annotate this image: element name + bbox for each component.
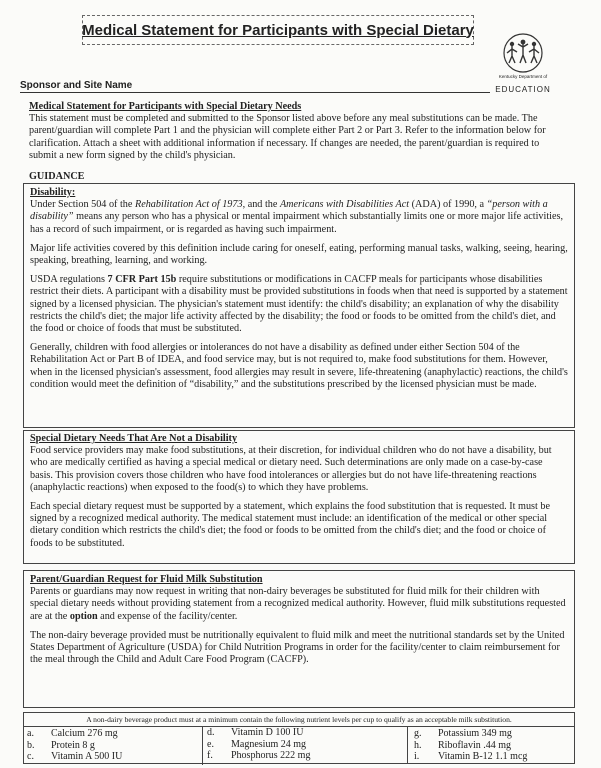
nutrient-item: i. Vitamin B-12 1.1 mcg (414, 751, 528, 762)
nutrient-item: d. Vitamin D 100 IU (207, 727, 304, 738)
nutrient-column-1 (27, 727, 203, 765)
logo-subtitle: Kentucky Department of (498, 74, 548, 79)
disability-section (30, 187, 568, 391)
nutrient-item: f. Phosphorus 222 mg (207, 750, 311, 761)
milk-p1: Parents or guardians may now request in writing that non-dairy beverages be substituted for fluid milk for their children with special dietary needs without providing statement from a recognized medical authority. However, fluid milk substitutions requested are at the option and expense of the facility/center. (30, 586, 566, 622)
kde-logo (493, 32, 553, 98)
intro-heading: Medical Statement for Participants with Special Dietary Needs (29, 101, 302, 112)
sponsor-label: Sponsor and Site Name (20, 80, 133, 91)
sponsor-line (20, 92, 490, 93)
nutrient-column-3 (414, 727, 574, 765)
milk-box (23, 570, 575, 708)
disability-p1: Under Section 504 of the Rehabilitation Act of 1973, and the Americans with Disabilities Act (ADA) of 1990, a “person with a disability” means any person who has a physical or mental impairment which substantially limits one or more major life activities, has a record of such impairment, or is regarded as having such impairment. (30, 199, 564, 235)
disability-p2: Major life activities covered by this definition include caring for oneself, eating, performing manual tasks, walking, seeing, hearing, speaking, breathing, learning, and working. (30, 242, 568, 267)
guidance-label: GUIDANCE (29, 171, 85, 182)
nutrient-item: b. Protein 8 g (27, 739, 95, 751)
milk-section (30, 574, 568, 666)
nutrient-table-header: A non-dairy beverage product must at a minimum contain the following nutrient levels per cup to qualify as an acceptable milk substitution. (24, 713, 574, 727)
special-p1: Food service providers may make food substitutions, at their discretion, for individual children who do not have a disability, but who are medically certified as having a special medical or dietary need. Such determinations are only made on a case-by-case basis. This provision covers those children who have food intolerances or allergies but do not have life-threatening reactions (anaphylactic reactions) when exposed to the food(s) to which they have problems. (30, 445, 552, 493)
nutrient-table (23, 712, 575, 764)
intro-body: This statement must be completed and submitted to the Sponsor listed above before any meal substitutions can be made. The parent/guardian will complete Part 1 and the physician will complete either Part 2 or Part 3. Refer to the information below for clarification. Attach a sheet with additional information if necessary. If changes are needed, the parent/guardian is required to submit a new form signed by the child's physician. (29, 113, 546, 161)
guidance-label-wrap (29, 171, 569, 183)
disability-box (23, 183, 575, 428)
title-box (82, 15, 474, 45)
disability-heading: Disability: (30, 187, 76, 198)
disability-p4: Generally, children with food allergies or intolerances do not have a disability as defined under either Section 504 of the Rehabilitation Act or Part B of IDEA, and food service may, but is not required to, make food substitutions for them. However, when in the licensed physician's assessment, food allergies may result in severe, life-threatening (anaphylactic) reactions, the child's condition would meet the definition of “disability,” and the substitutions prescribed by the licensed physician must be made. (30, 342, 568, 390)
special-section (30, 433, 568, 550)
special-p2: Each special dietary request must be supported by a statement, which explains the food substitution that is requested. It must be signed by a recognized medical authority. The medical statement must include: an identification of the medical or other special dietary condition which restricts the child's diet; the food or foods to be omitted from the child's diet; and the food or choice of foods to be substituted. (30, 501, 551, 549)
nutrient-item: h. Riboflavin .44 mg (414, 739, 512, 751)
children-figures-icon (493, 32, 553, 74)
logo-title: EDUCATION (495, 85, 551, 94)
page-title: Medical Statement for Participants with Special Dietary (82, 21, 474, 39)
milk-heading: Parent/Guardian Request for Fluid Milk Substitution (30, 574, 263, 585)
intro-section (29, 101, 569, 162)
nutrient-item: a. Calcium 276 mg (27, 728, 118, 739)
nutrient-item: e. Magnesium 24 mg (207, 738, 306, 750)
milk-p2: The non-dairy beverage provided must be nutritionally equivalent to fluid milk and meet the nutritional standards set by the United States Department of Agriculture (USDA) for Child Nutrition Programs in order for the facility/center to claim reimbursement for the meal through the Child and Adult Care Food Program (CACFP). (30, 629, 565, 666)
nutrient-column-2 (207, 726, 408, 764)
special-heading: Special Dietary Needs That Are Not a Disability (30, 433, 238, 444)
special-box (23, 430, 575, 564)
disability-p3: USDA regulations 7 CFR Part 15b require substitutions or modifications in CACFP meals for participants whose disabilities restrict their diets. A participant with a disability must be provided substitutions in foods when that need is supported by a statement signed by a licensed physician. The physician's statement must identify: the child's disability; an explanation of why the disability restricts the child's diet; the major life activity affected by the disability; the food or foods to be omitted from the child's diet, and the food or choice of foods that must be substituted. (30, 274, 568, 335)
nutrient-item: g. Potassium 349 mg (414, 728, 512, 739)
nutrient-item: c. Vitamin A 500 IU (27, 751, 123, 762)
